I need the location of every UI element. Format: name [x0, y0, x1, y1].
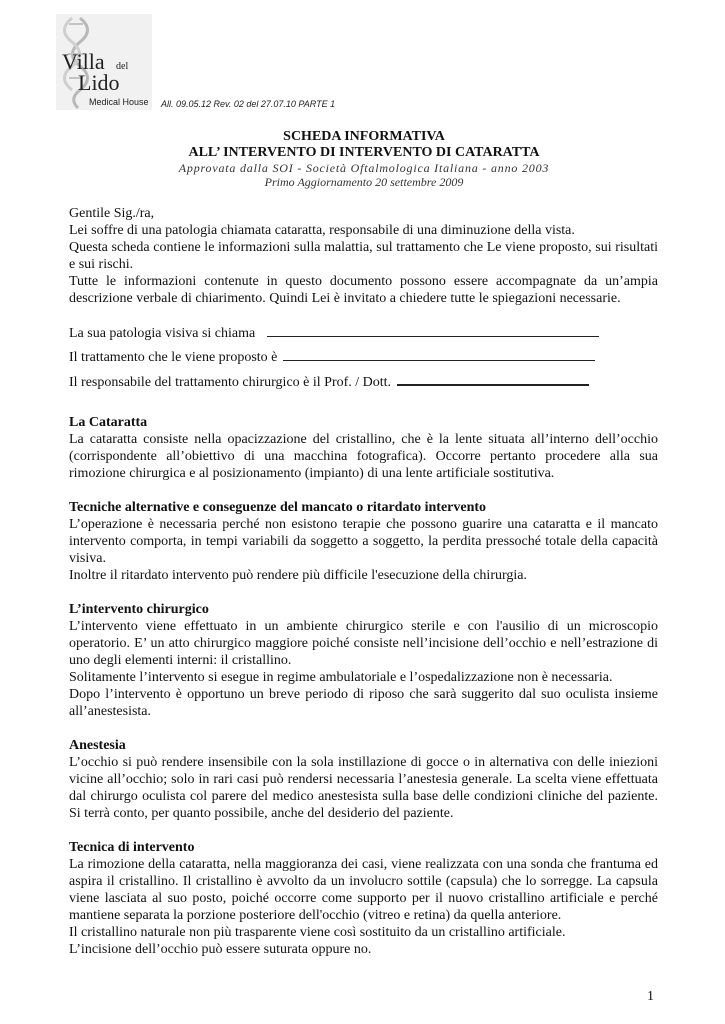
tecnica-paragraph-2: Il cristallino naturale non più trasparente viene così sostituito da un cristallino artificiale.: [69, 925, 566, 940]
field-trattamento-label: Il trattamento che le viene proposto è: [69, 350, 278, 365]
greeting: Gentile Sig./ra,: [69, 206, 155, 221]
section-title-tecnica: Tecnica di intervento: [69, 840, 195, 855]
cataratta-paragraph-1: La cataratta consiste nella opacizzazione del cristallino, che è la lente situata all’interno dell’occhio (corrispondente all’obiettivo di una macchina fotografica). Occorre pertanto procedere alla sua rimozione chirurgica e al posizionamento (impianto) di una lente artificiale sostitutiva.: [69, 432, 658, 481]
intro-paragraph-2: Questa scheda contiene le informazioni sulla malattia, sul trattamento che Le viene proposto, sui risultati e sui rischi.: [69, 240, 658, 272]
alternative-paragraph-1: L’operazione è necessaria perché non esistono terapie che possono guarire una cataratta e il mancato intervento comporta, in tempi variabili da soggetto a soggetto, la perdita pressoché totale della capacità visiva.: [69, 517, 658, 566]
approval-note: Approvata dalla SOI - Società Oftalmologica Italiana - anno 2003: [178, 161, 550, 175]
chirurgico-paragraph-1: L’intervento viene effettuato in un ambiente chirurgico sterile e con l'ausilio di un microscopio operatorio. E’ un atto chirurgico maggiore poiché consiste nell’incisione dell’occhio e nell’estrazione di uno degli elementi interni: il cristallino.: [69, 619, 658, 668]
tecnica-paragraph-1: La rimozione della cataratta, nella maggioranza dei casi, viene realizzata con una sonda che frantuma ed aspira il cristallino. Il cristallino è avvolto da un involucro sottile (capsula) che lo sorregge. La capsula viene lasciata al suo posto, poiché occorre come supporto per il nuovo cristallino artificiale e perché mantiene separata la porzione posteriore dell'occhio (vitreo e retina) da quella anteriore.: [69, 857, 658, 923]
document-body: [69, 205, 658, 958]
title-block: [70, 129, 658, 189]
alternative-paragraph-2: Inoltre il ritardato intervento può rendere più difficile l'esecuzione della chirurgia.: [69, 568, 527, 583]
document-title: SCHEDA INFORMATIVA: [283, 129, 445, 144]
section-title-alternative: Tecniche alternative e conseguenze del mancato o ritardato intervento: [69, 500, 487, 515]
svg-text:Villa: Villa: [62, 49, 105, 74]
field-patologia: [69, 324, 658, 342]
field-patologia-label: La sua patologia visiva si chiama: [69, 326, 256, 341]
chirurgico-paragraph-3: Dopo l’intervento è opportuno un breve periodo di riposo che sarà suggerito dal suo oculista insieme all’anestesista.: [69, 687, 658, 719]
svg-text:Medical House: Medical House: [89, 97, 149, 107]
intro-paragraph-1: Lei soffre di una patologia chiamata cataratta, responsabile di una diminuzione della vista.: [69, 223, 575, 238]
intro-paragraph-3: Tutte le informazioni contenute in questo documento possono essere accompagnate da un’ampia descrizione verbale di chiarimento. Quindi Lei è invitato a chiedere tutte le spiegazioni necessarie.: [69, 274, 658, 306]
tecnica-paragraph-3: L’incisione dell’occhio può essere suturata oppure no.: [69, 942, 372, 957]
field-responsabile-label: Il responsabile del trattamento chirurgico è il Prof. / Dott.: [69, 375, 392, 390]
clinic-logo: [56, 14, 152, 110]
field-trattamento: [69, 348, 658, 366]
field-responsabile-blank[interactable]: [397, 372, 589, 386]
field-trattamento-blank[interactable]: [283, 348, 595, 361]
section-title-anestesia: Anestesia: [69, 738, 126, 753]
chirurgico-paragraph-2: Solitamente l’intervento si esegue in regime ambulatoriale e l’ospedalizzazione non è necessaria.: [69, 670, 613, 685]
anestesia-paragraph-1: L’occhio si può rendere insensibile con la sola instillazione di gocce o in alternativa con delle iniezioni vicine all’occhio; solo in rari casi può rendersi necessaria l’anestesia generale. La scelta viene effettuata dal chirurgo oculista col parere del medico anestesista sulla base delle condizioni cliniche del paziente. Si terrà conto, per quanto possibile, anche del desiderio del paziente.: [69, 755, 658, 821]
page-number: 1: [647, 989, 654, 1004]
section-title-cataratta: La Cataratta: [69, 415, 148, 430]
field-patologia-blank[interactable]: [267, 324, 599, 337]
document-reference: All. 09.05.12 Rev. 02 del 27.07.10 PARTE 1: [161, 99, 336, 109]
update-note: Primo Aggiornamento 20 settembre 2009: [264, 175, 464, 189]
section-title-chirurgico: L’intervento chirurgico: [69, 602, 209, 617]
field-responsabile: [69, 372, 658, 391]
document-subtitle: ALL’ INTERVENTO DI INTERVENTO DI CATARATTA: [188, 145, 540, 160]
svg-text:del: del: [116, 61, 129, 72]
villa-del-lido-logo-icon: [56, 14, 152, 110]
svg-text:Lido: Lido: [78, 70, 120, 95]
